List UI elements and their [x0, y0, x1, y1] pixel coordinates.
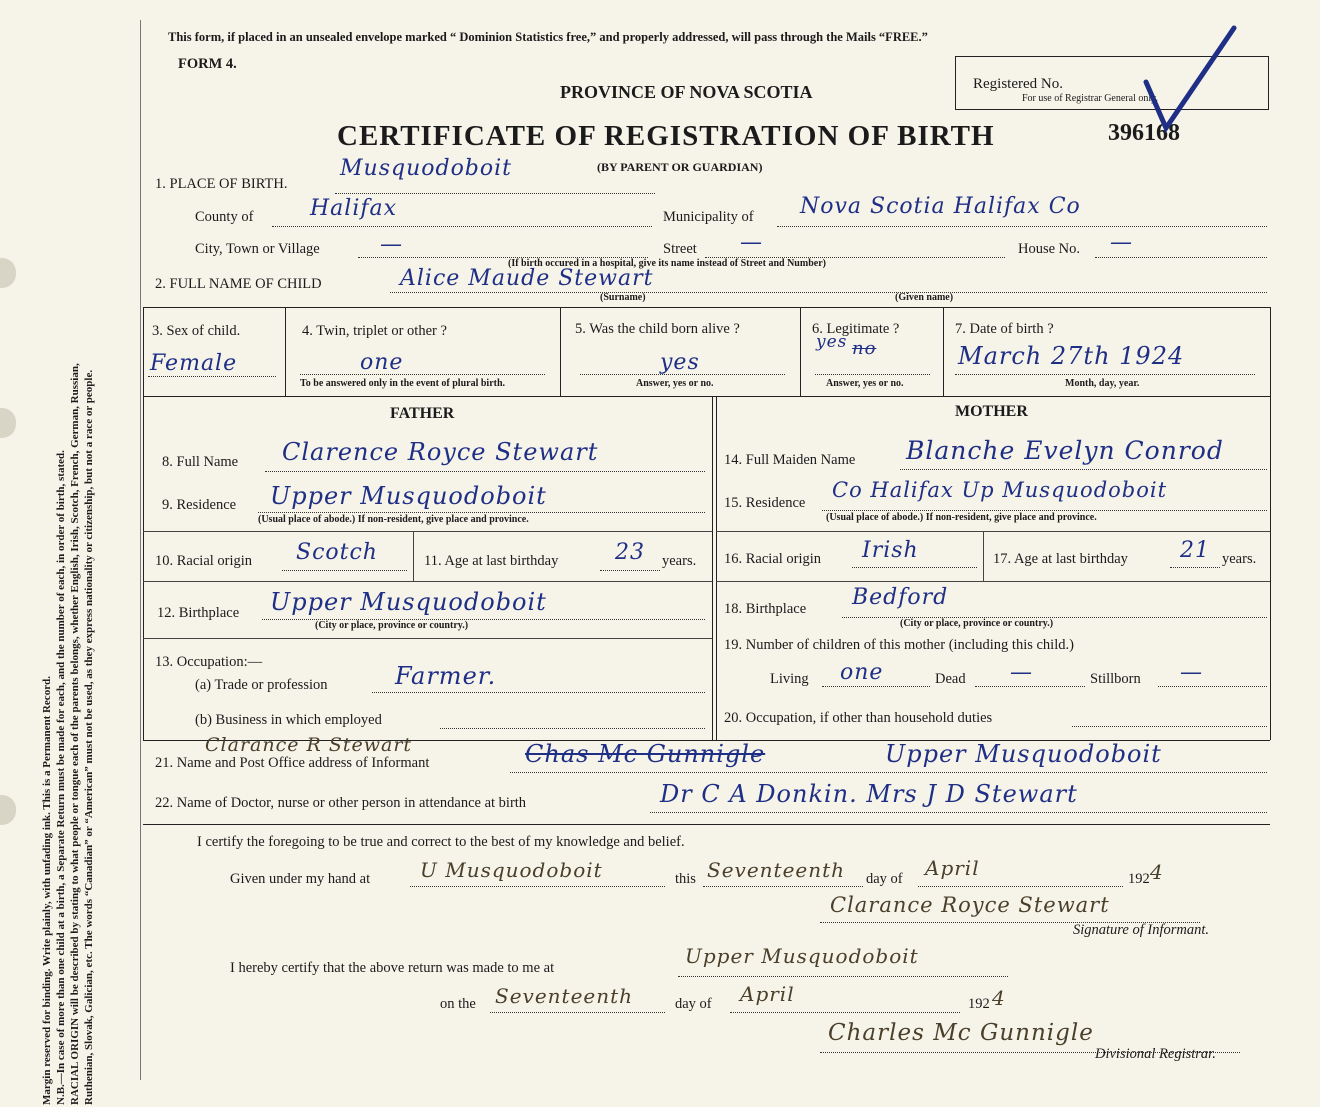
- father-heading: FATHER: [390, 405, 455, 422]
- dotted-line: [1158, 686, 1267, 687]
- doctor-value: Dr C A Donkin. Mrs J D Stewart: [660, 780, 1078, 808]
- municipality-label: Municipality of: [663, 209, 754, 225]
- dead-value: —: [1010, 660, 1033, 685]
- mother-birthplace-note: (City or place, province or country.): [900, 618, 1054, 629]
- father-name-label: 8. Full Name: [162, 454, 239, 470]
- alive-note: Answer, yes or no.: [636, 378, 714, 389]
- registrar-signature-label: Divisional Registrar.: [1095, 1046, 1216, 1062]
- county-value: Halifax: [310, 196, 398, 221]
- center-divider: [716, 396, 717, 740]
- informant-struck-value: Chas Mc Gunnigle: [525, 740, 766, 768]
- child-name-value: Alice Maude Stewart: [400, 266, 654, 291]
- registrar-month-value: April: [740, 982, 795, 1006]
- center-divider: [712, 396, 713, 740]
- father-years-label: years.: [662, 553, 697, 569]
- legitimate-struck-value: no: [852, 338, 877, 359]
- mother-race-label: 16. Racial origin: [724, 551, 822, 567]
- dotted-line: [975, 686, 1085, 687]
- certify-statement: I certify the foregoing to be true and correct to the best of my knowledge and belief.: [197, 834, 685, 850]
- row-rule: [413, 531, 414, 581]
- registrar-day-value: Seventeenth: [495, 984, 634, 1008]
- dotted-line: [272, 226, 652, 227]
- mother-age-value: 21: [1180, 538, 1210, 563]
- margin-instructions: [40, 5, 96, 1105]
- dotted-line: [282, 570, 407, 571]
- table-rule: [143, 307, 1270, 308]
- mother-race-value: Irish: [862, 538, 919, 563]
- registrar-note: For use of Registrar General only.: [1022, 93, 1158, 104]
- dotted-line: [300, 374, 545, 375]
- dotted-line: [900, 469, 1267, 470]
- street-value: —: [740, 230, 763, 255]
- father-birthplace-label: 12. Birthplace: [157, 605, 240, 621]
- informant-signature-label: Signature of Informant.: [1073, 922, 1210, 938]
- city-label: City, Town or Village: [195, 241, 320, 257]
- table-rule: [560, 307, 561, 396]
- father-occupation-label: 13. Occupation:—: [155, 654, 263, 670]
- table-rule: [800, 307, 801, 396]
- document-title: CERTIFICATE OF REGISTRATION OF BIRTH: [337, 120, 995, 152]
- margin-line: Margin reserved for binding. Write plainly, with unfading ink. This is a Permanent Record.: [41, 676, 53, 1105]
- father-race-label: 10. Racial origin: [155, 553, 253, 569]
- alive-value: yes: [660, 350, 700, 375]
- father-birthplace-note: (City or place, province or country.): [315, 620, 469, 631]
- surname-note: (Surname): [600, 292, 646, 303]
- binding-hole: [0, 795, 16, 825]
- mother-years-label: years.: [1222, 551, 1257, 567]
- city-value: —: [380, 232, 403, 257]
- hospital-note: (If birth occured in a hospital, give its name instead of Street and Number): [508, 258, 826, 269]
- stillborn-value: —: [1180, 660, 1203, 685]
- dead-label: Dead: [935, 671, 966, 687]
- binding-hole: [0, 408, 16, 438]
- margin-rule: [140, 20, 141, 1080]
- father-age-value: 23: [615, 540, 645, 565]
- registrar-statement: I hereby certify that the above return was made to me at: [230, 960, 555, 976]
- mother-occupation-label: 20. Occupation, if other than household duties: [724, 710, 993, 726]
- dotted-line: [822, 510, 1267, 511]
- doctor-label: 22. Name of Doctor, nurse or other person in attendance at birth: [155, 795, 527, 811]
- twin-value: one: [360, 350, 404, 375]
- registrar-day-of-label: day of: [675, 996, 712, 1012]
- registrar-place-value: Upper Musquodoboit: [685, 944, 919, 968]
- dotted-line: [265, 471, 705, 472]
- dotted-line: [440, 728, 705, 729]
- check-mark-icon: [1140, 24, 1240, 134]
- mother-birthplace-label: 18. Birthplace: [724, 601, 807, 617]
- form-number: FORM 4.: [178, 56, 237, 72]
- living-value: one: [840, 660, 884, 685]
- mother-children-label: 19. Number of children of this mother (including this child.): [724, 637, 1074, 653]
- table-rule: [943, 307, 944, 396]
- dotted-line: [1095, 257, 1267, 258]
- day-of-label: day of: [866, 871, 903, 887]
- dotted-line: [335, 193, 655, 194]
- father-business-label: (b) Business in which employed: [195, 712, 382, 728]
- table-rule: [143, 824, 1270, 825]
- father-race-value: Scotch: [296, 540, 378, 565]
- father-name-value: Clarence Royce Stewart: [282, 438, 599, 466]
- house-value: —: [1110, 230, 1133, 255]
- margin-line: RACIAL ORIGIN will be described by stating to what people or tongue each of the parents belongs, whether English, Irish, Scotch, French, German, Russian,: [69, 363, 81, 1105]
- table-rule: [143, 396, 1270, 397]
- twin-label: 4. Twin, triplet or other ?: [302, 323, 447, 339]
- dotted-line: [852, 567, 977, 568]
- this-label: this: [675, 871, 696, 887]
- document-subtitle: (BY PARENT OR GUARDIAN): [597, 160, 763, 174]
- registrar-signature: Charles Mc Gunnigle: [828, 1020, 1094, 1046]
- sex-value: Female: [150, 351, 238, 376]
- row-rule: [143, 581, 712, 582]
- twin-note: To be answered only in the event of plural birth.: [300, 378, 506, 389]
- dob-note: Month, day, year.: [1065, 378, 1140, 389]
- dotted-line: [410, 886, 665, 887]
- mother-heading: MOTHER: [955, 403, 1028, 420]
- margin-line: Ruthenian, Slovak, Galician, etc. The words “Canadian” or “American” must not be used, as they express nationality or citizenship, but not a race or people.: [83, 369, 95, 1105]
- dotted-line: [703, 886, 863, 887]
- dotted-line: [1170, 567, 1220, 568]
- mother-residence-value: Co Halifax Up Musquodoboit: [832, 478, 1168, 502]
- province-heading: PROVINCE OF NOVA SCOTIA: [560, 82, 813, 102]
- dotted-line: [815, 374, 930, 375]
- father-residence-note: (Usual place of abode.) If non-resident, give place and province.: [258, 514, 529, 525]
- table-rule: [1270, 307, 1271, 396]
- dotted-line: [1072, 726, 1267, 727]
- father-birthplace-value: Upper Musquodoboit: [270, 588, 547, 616]
- year-prefix: 192: [1128, 871, 1150, 887]
- place-value: Musquodoboit: [340, 156, 513, 181]
- mother-residence-label: 15. Residence: [724, 495, 806, 511]
- on-the-label: on the: [440, 996, 476, 1012]
- living-label: Living: [770, 671, 809, 687]
- legitimate-note: Answer, yes or no.: [826, 378, 904, 389]
- row-rule: [716, 531, 1270, 532]
- dotted-line: [258, 512, 705, 513]
- day-value: Seventeenth: [707, 858, 846, 882]
- informant-value: Upper Musquodoboit: [885, 740, 1162, 768]
- father-trade-label: (a) Trade or profession: [195, 677, 328, 693]
- dotted-line: [918, 886, 1123, 887]
- dotted-line: [650, 812, 1267, 813]
- row-rule: [143, 638, 712, 639]
- registered-no-label: Registered No.: [973, 76, 1063, 92]
- dotted-line: [390, 292, 1267, 293]
- dotted-line: [490, 1012, 665, 1013]
- legitimate-label: 6. Legitimate ?: [812, 321, 900, 337]
- given-name-note: (Given name): [895, 292, 954, 303]
- row-rule: [716, 581, 1270, 582]
- margin-line: N.B.—In case of more than one child at a birth, a Separate Return must be made for each, and the number of each, in order of birth, stated.: [55, 450, 67, 1105]
- stillborn-label: Stillborn: [1090, 671, 1141, 687]
- house-label: House No.: [1018, 241, 1081, 257]
- dotted-line: [372, 692, 705, 693]
- sex-label: 3. Sex of child.: [152, 323, 241, 339]
- table-rule: [285, 307, 286, 396]
- dotted-line: [730, 1012, 960, 1013]
- registrar-year-suffix-value: 4: [992, 986, 1006, 1010]
- month-value: April: [925, 856, 980, 880]
- registrar-year-prefix: 192: [968, 996, 990, 1012]
- mother-birthplace-value: Bedford: [852, 585, 949, 610]
- alive-label: 5. Was the child born alive ?: [575, 321, 740, 337]
- municipality-value: Nova Scotia Halifax Co: [800, 194, 1081, 219]
- informant-label: 21. Name and Post Office address of Informant: [155, 755, 430, 771]
- table-rule: [143, 396, 144, 740]
- dob-value: March 27th 1924: [958, 342, 1185, 370]
- informant-above-value: Clarance R Stewart: [205, 734, 413, 756]
- mother-residence-note: (Usual place of abode.) If non-resident, give place and province.: [826, 512, 1097, 523]
- table-rule: [143, 307, 144, 396]
- mother-age-label: 17. Age at last birthday: [993, 551, 1128, 567]
- dotted-line: [510, 772, 1267, 773]
- dotted-line: [955, 374, 1255, 375]
- father-residence-value: Upper Musquodoboit: [270, 482, 547, 510]
- father-trade-value: Farmer.: [395, 662, 497, 690]
- binding-hole: [0, 258, 16, 288]
- row-rule: [983, 531, 984, 581]
- informant-signature: Clarance Royce Stewart: [830, 893, 1110, 917]
- certificate-number: 396168: [1108, 120, 1180, 146]
- street-label: Street: [663, 241, 697, 257]
- dotted-line: [678, 976, 1008, 977]
- given-place-value: U Musquodoboit: [420, 858, 603, 882]
- row-rule: [143, 531, 712, 532]
- year-suffix-value: 4: [1150, 860, 1164, 884]
- mother-name-value: Blanche Evelyn Conrod: [906, 436, 1224, 465]
- place-label: 1. PLACE OF BIRTH.: [155, 176, 288, 192]
- mail-note: This form, if placed in an unsealed envelope marked “ Dominion Statistics free,” and properly addressed, will pass through the Mails “FREE.”: [168, 30, 928, 44]
- table-rule: [1270, 396, 1271, 740]
- dotted-line: [600, 570, 660, 571]
- dotted-line: [580, 374, 785, 375]
- dotted-line: [777, 226, 1267, 227]
- father-residence-label: 9. Residence: [162, 497, 237, 513]
- legitimate-value: yes: [816, 332, 848, 352]
- father-age-label: 11. Age at last birthday: [424, 553, 559, 569]
- mother-name-label: 14. Full Maiden Name: [724, 452, 856, 468]
- dob-label: 7. Date of birth ?: [955, 321, 1054, 337]
- dotted-line: [822, 686, 930, 687]
- given-label: Given under my hand at: [230, 871, 371, 887]
- child-name-label: 2. FULL NAME OF CHILD: [155, 276, 322, 292]
- dotted-line: [148, 376, 276, 377]
- county-label: County of: [195, 209, 254, 225]
